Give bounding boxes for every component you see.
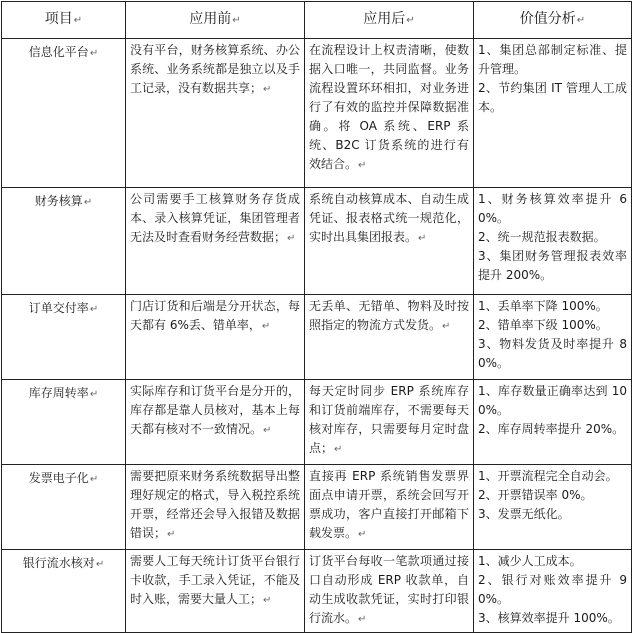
value-line: 2、统一规范报表数据。	[478, 230, 606, 244]
after-cell: 订货平台每收一笔款项通过接口自动形成 ERP 收款单，自动生成收款凭证，实时打印银行流水。↵	[305, 550, 474, 633]
header-item: 项目↵	[2, 2, 126, 39]
table-row	[2, 39, 632, 188]
value-cell	[474, 465, 632, 550]
before-cell: 实际库存和订货平台是分开的，库存都是靠人员核对，基本上每天都有核对不一致情况。↵	[126, 380, 305, 465]
value-line: 1、库存数量正确率达到 100%。	[478, 384, 627, 417]
item-cell: 信息化平台↵	[2, 39, 126, 188]
value-line: 2、节约集团 IT 管理人工成本。	[478, 81, 627, 114]
table-row	[2, 465, 632, 550]
after-cell: 每天定时同步 ERP 系统库存和订货前端库存，不需要每天核对库存，只需要每月定时盘点；↵	[305, 380, 474, 465]
value-cell	[474, 380, 632, 465]
before-cell: 需要把原来财务系统数据导出整理好规定的格式，导入税控系统开票，经常还会导入报错及数据错误；↵	[126, 465, 305, 550]
value-line: 1、集团总部制定标准、提升管理。	[478, 43, 627, 76]
table-row	[2, 550, 632, 633]
value-line: 1、丢单率下降 100%。	[478, 299, 608, 313]
after-cell: 在流程设计上权责清晰，使数据入口唯一，共同监督。业务流程设置环环相扣，对业务进行了有效的监控并保障数据准确。将 OA 系统、ERP 系统、B2C 订货系统的进行有效结合。↵	[305, 39, 474, 188]
value-cell	[474, 188, 632, 295]
item-cell: 发票电子化↵	[2, 465, 126, 550]
table-row	[2, 295, 632, 380]
before-cell: 没有平台，财务核算系统、办公系统、业务系统都是独立以及手工记录，没有数据共享；↵	[126, 39, 305, 188]
value-analysis-table	[1, 1, 632, 633]
value-line: 3、集团财务管理报表效率提升 200%。	[478, 249, 627, 282]
after-cell: 直接再 ERP 系统销售发票界面点申请开票，系统会回写开票成功，客户直接打开邮箱下载发票。↵	[305, 465, 474, 550]
value-line: 1、财务核算效率提升 60%。	[478, 192, 627, 225]
item-cell: 订单交付率↵	[2, 295, 126, 380]
value-line: 3、核算效率提升 100%。	[478, 611, 620, 625]
header-value: 价值分析↵	[474, 2, 632, 39]
value-line: 1、开票流程完全自动会。	[478, 469, 618, 483]
item-cell: 财务核算↵	[2, 188, 126, 295]
value-cell	[474, 39, 632, 188]
before-cell: 门店订货和后端是分开状态，每天都有 6%丢、错单率，↵	[126, 295, 305, 380]
header-before: 应用前↵	[126, 2, 305, 39]
value-line: 3、物料发货及时率提升 80%。	[478, 337, 627, 370]
table-row	[2, 380, 632, 465]
value-cell	[474, 295, 632, 380]
table-row	[2, 188, 632, 295]
value-line: 2、错单率下级 100%。	[478, 318, 608, 332]
before-cell: 需要人工每天统计订货平台银行卡收款，手工录入凭证，不能及时入账，需要大量人工；↵	[126, 550, 305, 633]
header-row	[2, 2, 632, 39]
value-line: 3、发票无纸化。	[478, 507, 570, 521]
value-line: 2、银行对账效率提升 90%。	[478, 573, 627, 606]
item-cell: 银行流水核对↵	[2, 550, 126, 633]
before-cell: 公司需要手工核算财务存货成本、录入核算凭证，集团管理者无法及时查看财务经营数据；↵	[126, 188, 305, 295]
value-line: 2、库存周转率提升 20%。	[478, 422, 625, 436]
after-cell: 无丢单、无错单、物料及时按照指定的物流方式发货。↵	[305, 295, 474, 380]
value-line: 1、减少人工成本。	[478, 554, 582, 568]
value-line: 2、开票错误率 0%。	[478, 488, 593, 502]
after-cell: 系统自动核算成本、自动生成凭证、报表格式统一规范化，实时出具集团报表。↵	[305, 188, 474, 295]
value-cell	[474, 550, 632, 633]
header-after: 应用后↵	[305, 2, 474, 39]
item-cell: 库存周转率↵	[2, 380, 126, 465]
